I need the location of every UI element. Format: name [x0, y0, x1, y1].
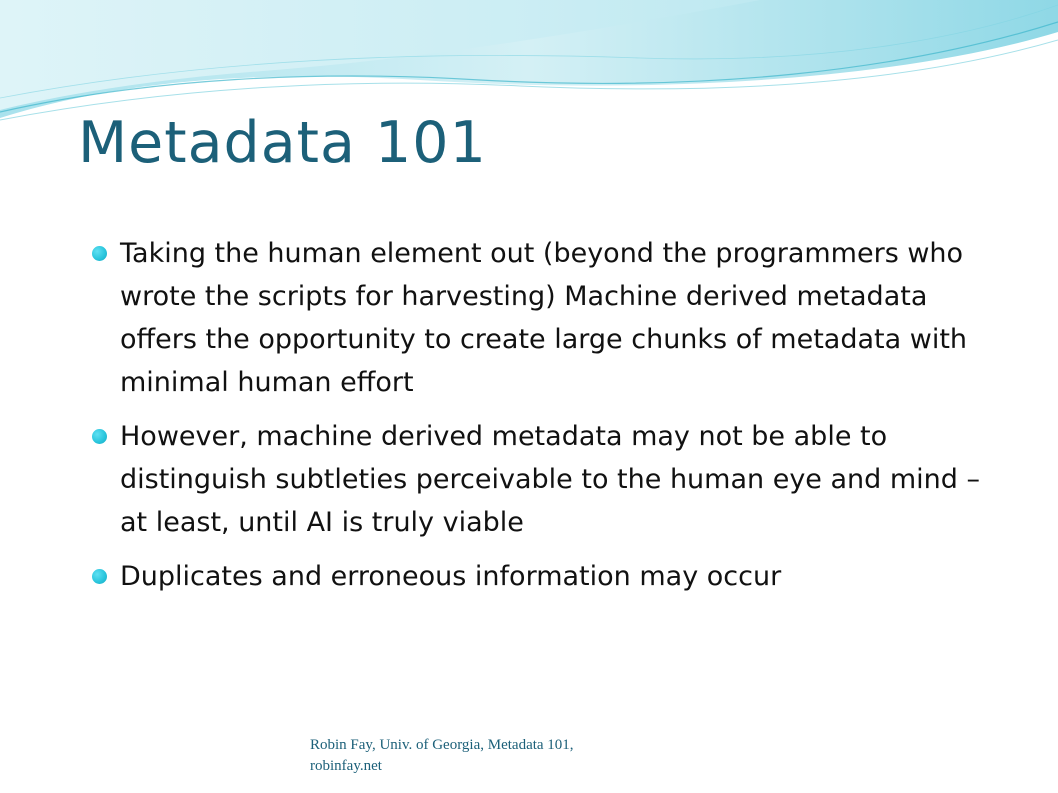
- slide-title: Metadata 101: [78, 110, 487, 176]
- footer-line-1: Robin Fay, Univ. of Georgia, Metadata 101,: [310, 737, 574, 753]
- bullet-list: [92, 232, 982, 609]
- footer-line-2: robinfay.net: [310, 758, 382, 774]
- bullet-item: [92, 232, 982, 404]
- bullet-dot-icon: [92, 429, 107, 444]
- bullet-text: However, machine derived metadata may not be able to distinguish subtleties perceivable to the human eye and mind – at least, until AI is truly viable: [120, 421, 981, 538]
- bullet-text: Taking the human element out (beyond the programmers who wrote the scripts for harvesting) Machine derived metadata offers the opportunity to create large chunks of metadata with minimal human effort: [120, 238, 968, 398]
- slide-footer: [310, 735, 650, 777]
- bullet-dot-icon: [92, 569, 107, 584]
- bullet-text: Duplicates and erroneous information may occur: [120, 561, 782, 592]
- bullet-item: [92, 415, 982, 544]
- bullet-item: [92, 555, 982, 598]
- bullet-dot-icon: [92, 246, 107, 261]
